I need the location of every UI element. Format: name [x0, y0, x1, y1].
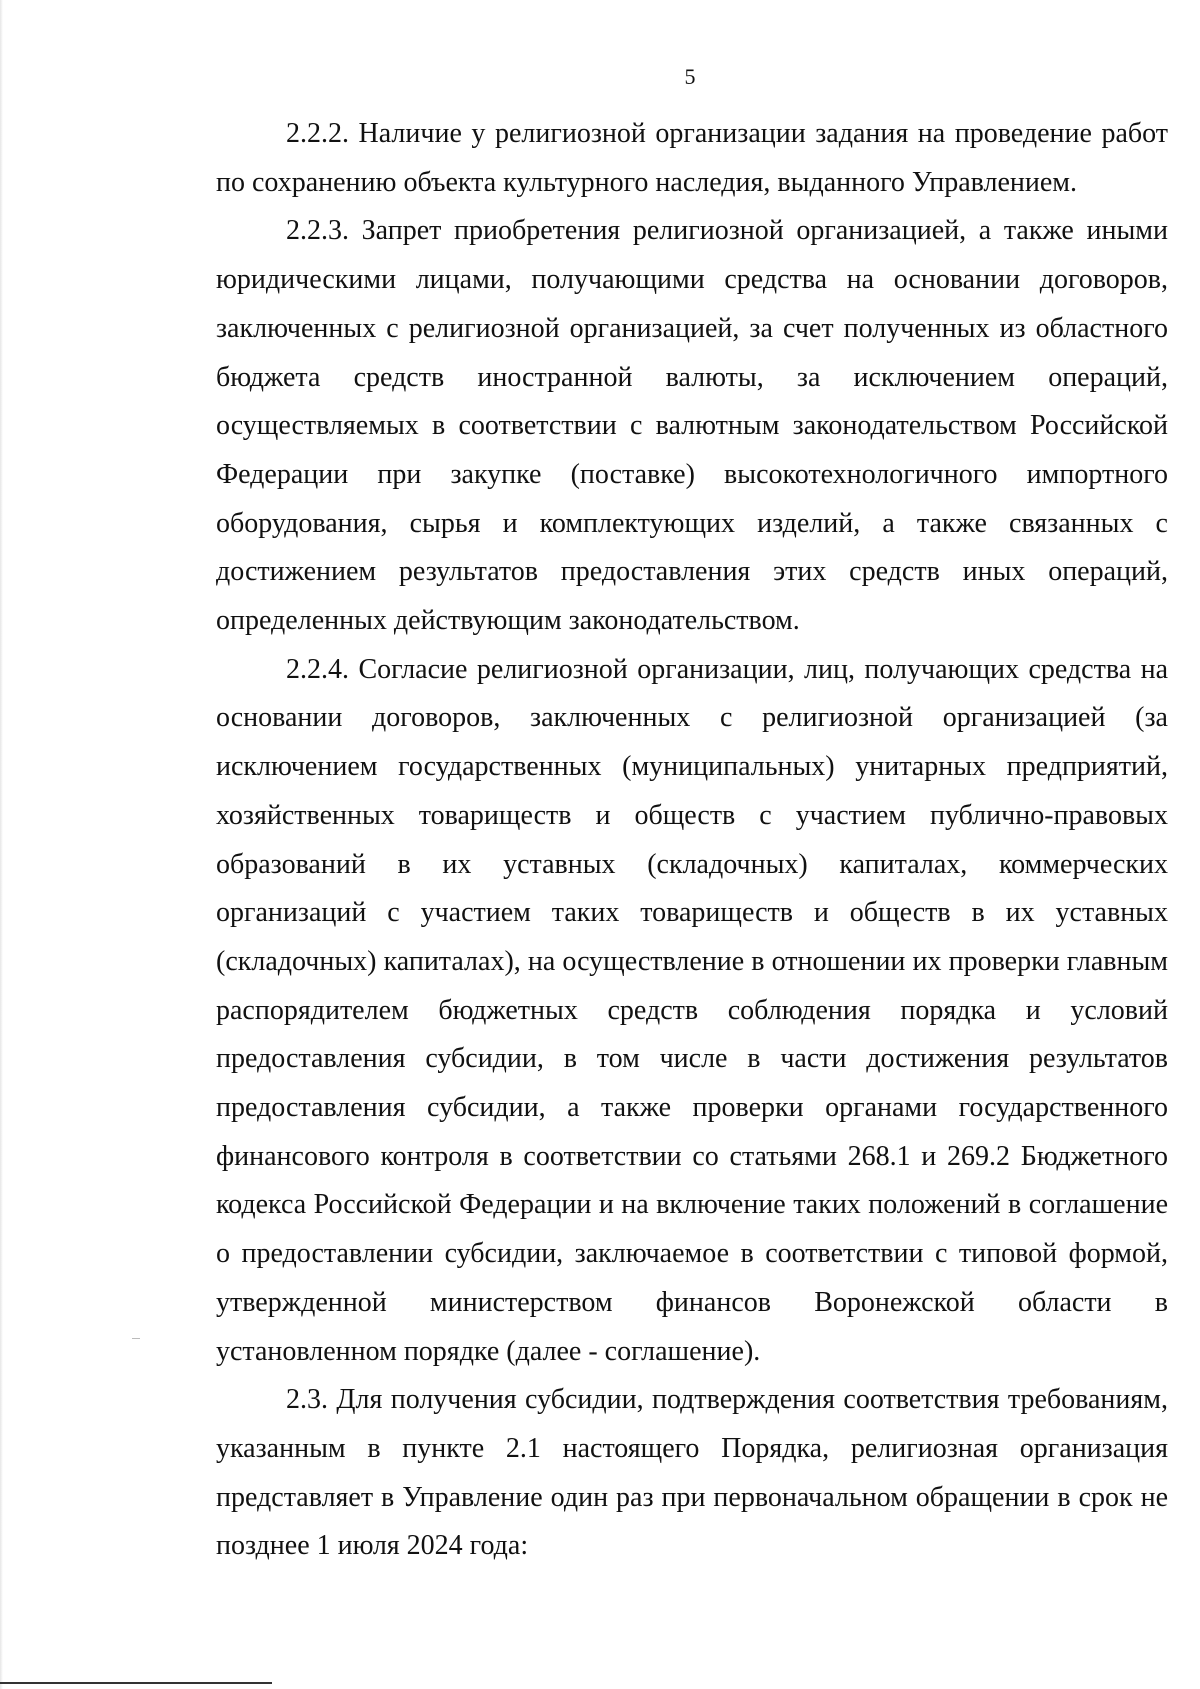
- page-number: 5: [684, 64, 696, 89]
- paragraph-2-3: 2.3. Для получения субсидии, подтверждения соответствия требованиям, указанным в пункте 2.1 настоящего Порядка, религиозная организация представляет в Управление один раз при первоначальном обращении в срок не позднее 1 июля 2024 года:: [216, 1384, 1168, 1562]
- scan-artifact-bottom-line: [0, 1682, 272, 1684]
- document-body: [216, 110, 1168, 1571]
- scan-artifact-tick: [132, 1338, 140, 1339]
- paragraph-2-2-3: 2.2.3. Запрет приобретения религиозной организацией, а также иными юридическими лицами, получающими средства на основании договоров, заключенных с религиозной организацией, за счет полученных из областного бюджета средств иностранной валюты, за исключением операций, осуществляемых в соответствии с валютным законодательством Российской Федерации при закупке (поставке) высокотехнологичного импортного оборудования, сырья и комплектующих изделий, а также связанных с достижением результатов предоставления этих средств иных операций, определенных действующим законодательством.: [216, 215, 1168, 637]
- paragraph-2-2-2: 2.2.2. Наличие у религиозной организации задания на проведение работ по сохранению объекта культурного наследия, выданного Управлением.: [216, 118, 1168, 198]
- scan-edge: [0, 0, 3, 1689]
- paragraph-2-2-4: 2.2.4. Согласие религиозной организации, лиц, получающих средства на основании договоров, заключенных с религиозной организацией (за исключением государственных (муниципальных) унитарных предприятий, хозяйственных товариществ и обществ с участием публично-правовых образований в их уставных (складочных) капиталах, коммерческих организаций с участием таких товариществ и обществ в их уставных (складочных) капиталах), на осуществление в отношении их проверки главным распорядителем бюджетных средств соблюдения порядка и условий предоставления субсидии, в том числе в части достижения результатов предоставления субсидии, а также проверки органами государственного финансового контроля в соответствии со статьями 268.1 и 269.2 Бюджетного кодекса Российской Федерации и на включение таких положений в соглашение о предоставлении субсидии, заключаемое в соответствии с типовой формой, утвержденной министерством финансов Воронежской области в установленном порядке (далее - соглашение).: [216, 653, 1168, 1367]
